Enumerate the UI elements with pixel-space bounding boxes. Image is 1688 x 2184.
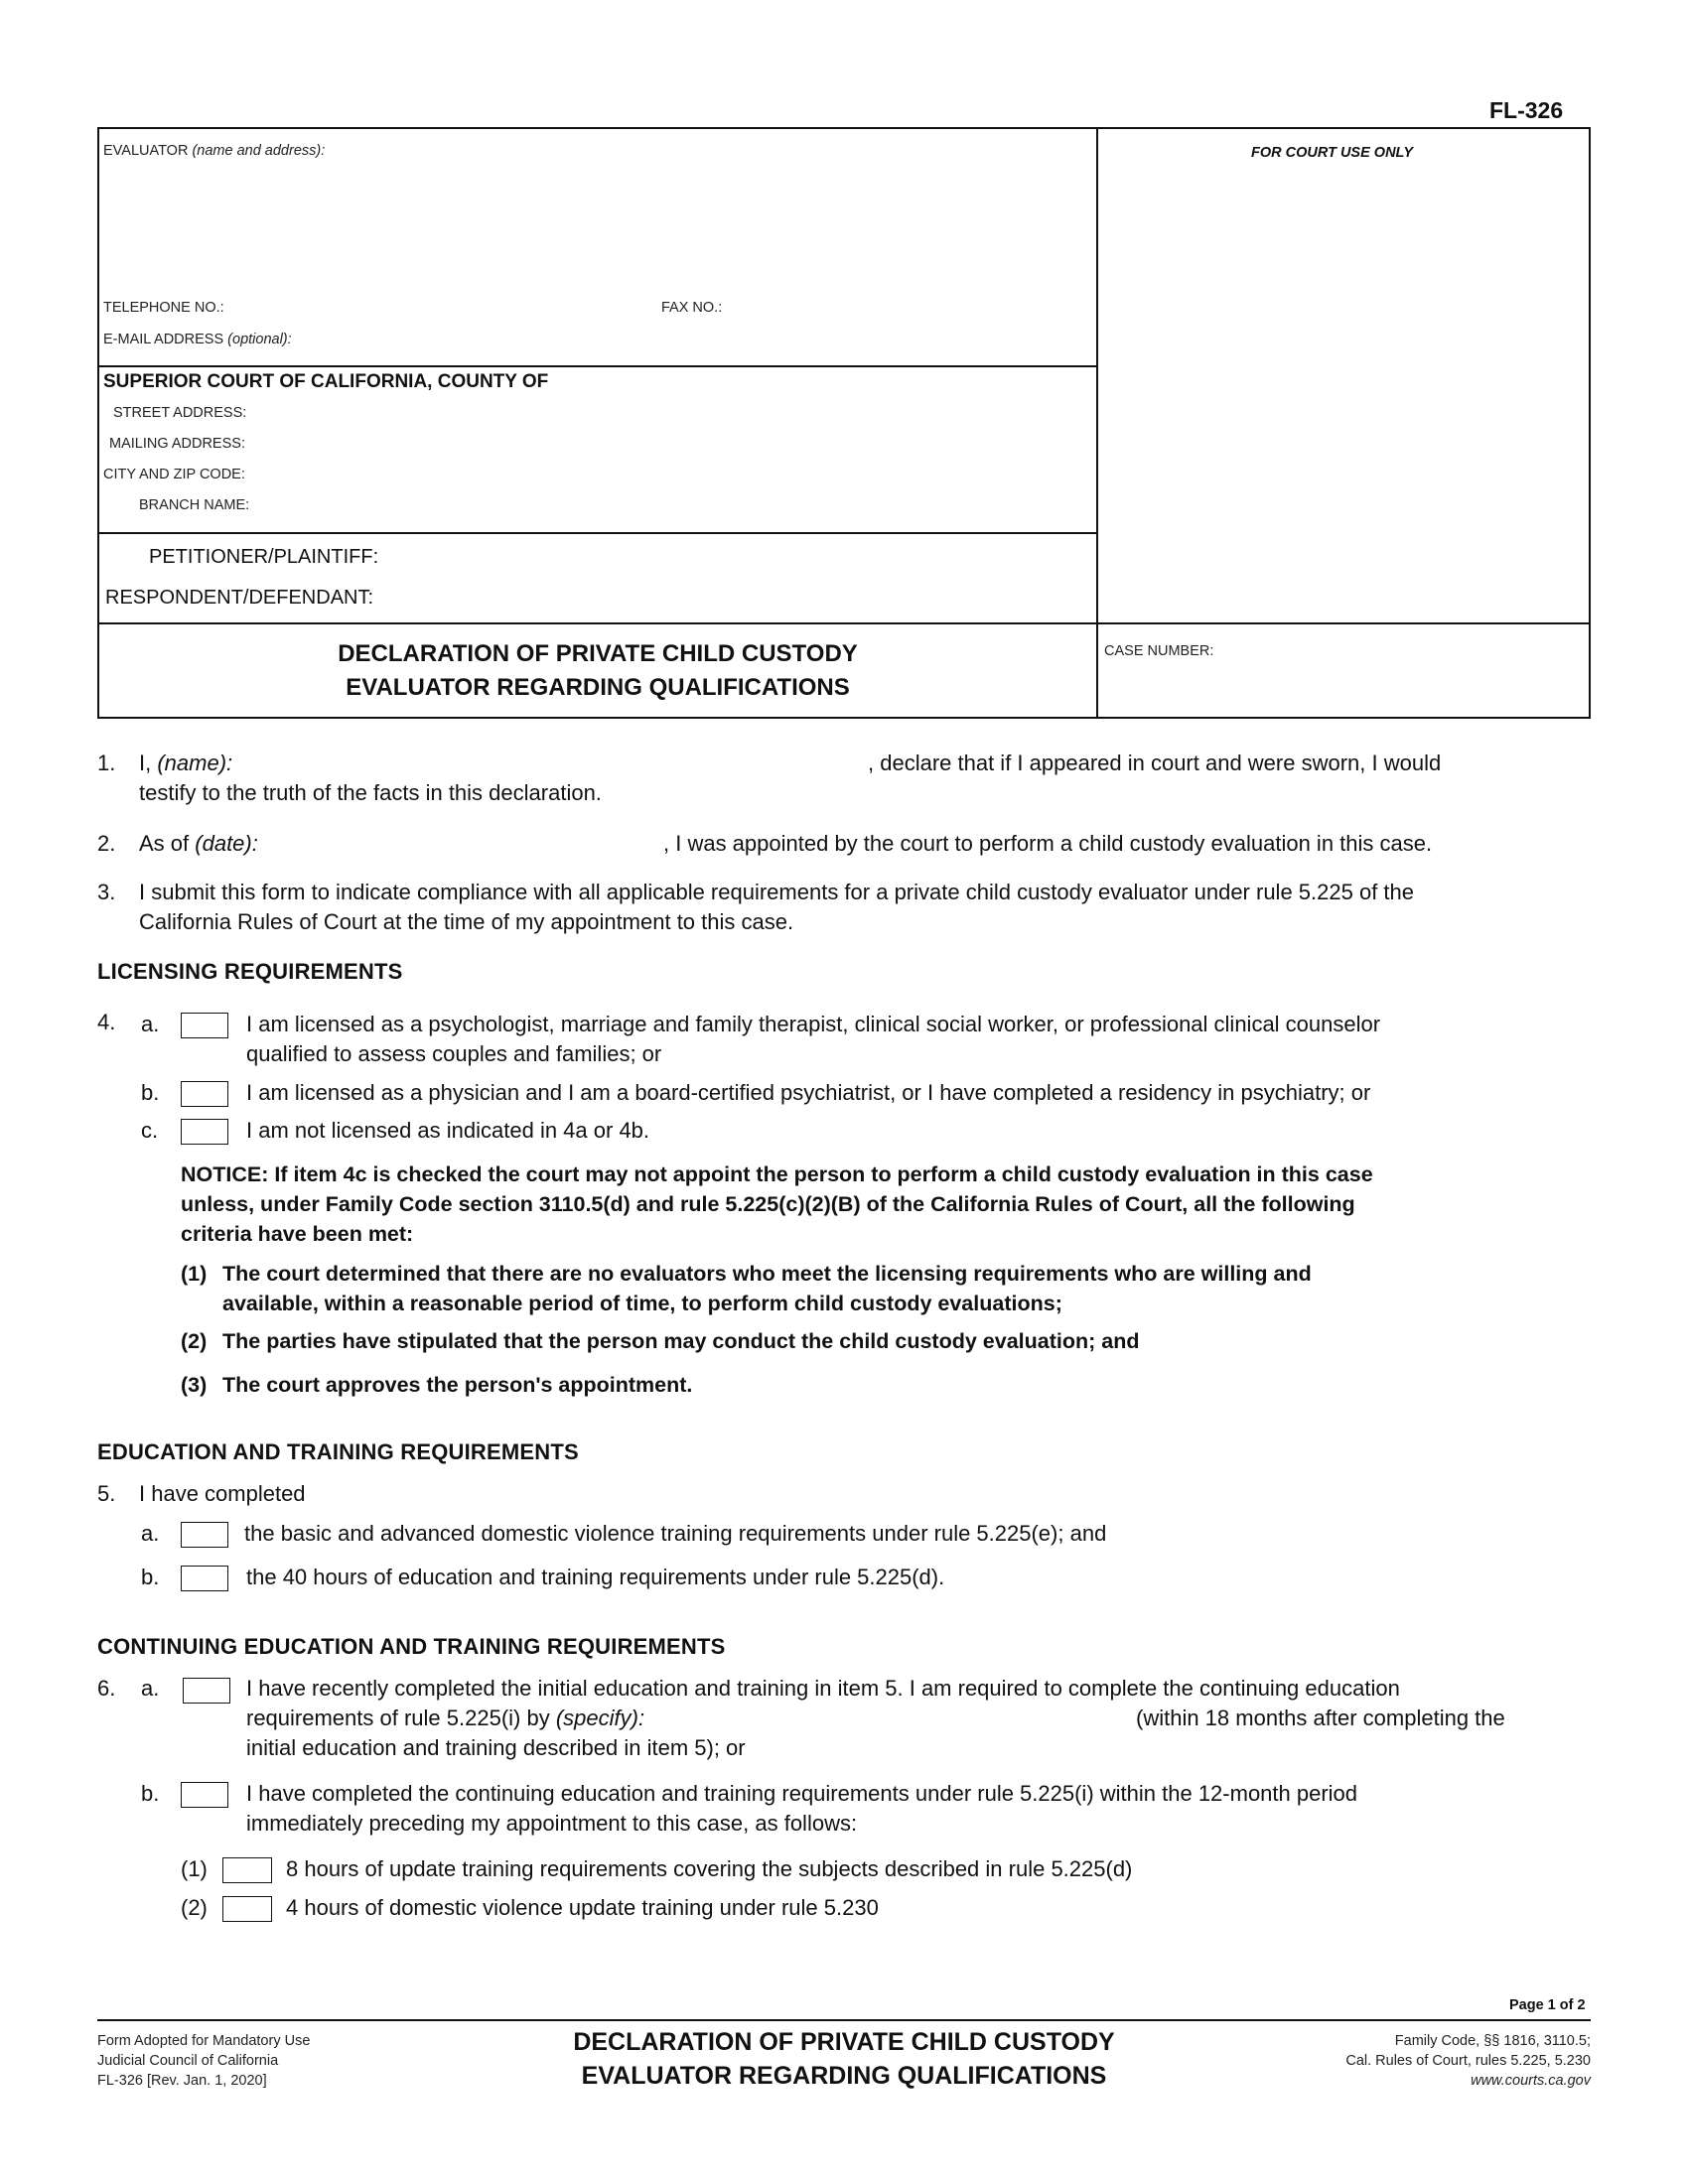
fax-label: FAX NO.: (661, 300, 723, 316)
form-number: FL-326 (1489, 97, 1564, 123)
checkbox-4c[interactable] (181, 1119, 228, 1145)
item-1-text: , declare that if I appeared in court and were sworn, I would (868, 751, 1442, 775)
item-5b-text: the 40 hours of education and training requirements under rule 5.225(d). (246, 1565, 945, 1589)
item-6a-label: a. (141, 1676, 160, 1701)
checkbox-6b[interactable] (181, 1782, 228, 1808)
evaluator-label: EVALUATOR (name and address): (103, 143, 326, 159)
footer-left: Form Adopted for Mandatory Use Judicial Council of California FL-326 [Rev. Jan. 1, 2020] (97, 2033, 311, 2089)
item-4a-text: I am licensed as a psychologist, marriage and family therapist, clinical social worker, or professional clinical counselor qualified to assess couples and families; or (246, 1012, 1381, 1066)
city-zip-label: CITY AND ZIP CODE: (103, 467, 245, 482)
checkbox-6b2[interactable] (222, 1896, 272, 1922)
page-number: Page 1 of 2 (1509, 1997, 1586, 2013)
petitioner-label: PETITIONER/PLAINTIFF: (149, 546, 379, 568)
continuing-deadline-field[interactable] (707, 1702, 1132, 1731)
criterion-2-text: The parties have stipulated that the person may conduct the child custody evaluation; and (222, 1329, 1140, 1353)
courts-website-link[interactable]: www.courts.ca.gov (1471, 2073, 1591, 2089)
item-1-label: I, (name): (139, 751, 233, 775)
telephone-field[interactable] (218, 296, 635, 320)
court-use-label: FOR COURT USE ONLY (1251, 145, 1413, 161)
criterion-1-number: (1) (181, 1262, 208, 1286)
case-number-label: CASE NUMBER: (1104, 643, 1214, 659)
checkbox-5a[interactable] (181, 1522, 228, 1548)
mailing-address-label: MAILING ADDRESS: (109, 436, 245, 452)
checkbox-4b[interactable] (181, 1081, 228, 1107)
appointment-date-field[interactable] (282, 827, 663, 857)
criterion-3-number: (3) (181, 1373, 208, 1397)
item-6b1-text: 8 hours of update training requirements covering the subjects described in rule 5.225(d) (286, 1856, 1133, 1881)
item-2-label: As of (date): (139, 831, 258, 856)
item-6-number: 6. (97, 1676, 116, 1701)
fax-field[interactable] (735, 296, 1082, 320)
branch-name-label: BRANCH NAME: (139, 497, 250, 513)
telephone-label: TELEPHONE NO.: (103, 300, 224, 316)
notice-text: NOTICE: If item 4c is checked the court may not appoint the person to perform a child custody evaluation in this case unless, under Family Code section 3110.5(d) and rule 5.225(c)(2)(B) of the California Rules of Court, all the following criteria have been met: (181, 1162, 1373, 1246)
checkbox-6a[interactable] (183, 1678, 230, 1704)
email-field[interactable] (338, 328, 1082, 351)
continuing-heading: CONTINUING EDUCATION AND TRAINING REQUIREMENTS (97, 1634, 726, 1659)
item-6b2-label: (2) (181, 1895, 208, 1920)
item-5a-text: the basic and advanced domestic violence training requirements under rule 5.225(e); and (244, 1521, 1107, 1546)
licensing-heading: LICENSING REQUIREMENTS (97, 959, 403, 984)
item-2-number: 2. (97, 831, 116, 856)
caption-box (97, 127, 1591, 719)
item-1-text-2: testify to the truth of the facts in this declaration. (139, 780, 602, 805)
respondent-label: RESPONDENT/DEFENDANT: (105, 587, 374, 609)
item-2-text: , I was appointed by the court to perform a child custody evaluation in this case. (663, 831, 1433, 856)
item-4c-label: c. (141, 1118, 159, 1143)
criterion-3-text: The court approves the person's appointment. (222, 1373, 693, 1397)
item-5-number: 5. (97, 1481, 116, 1506)
county-field[interactable] (596, 369, 1082, 395)
item-6b1-label: (1) (181, 1856, 208, 1881)
mailing-address-field[interactable] (278, 432, 1082, 456)
case-number-field[interactable] (1104, 665, 1581, 705)
declarant-name-field[interactable] (254, 747, 866, 776)
item-4c-text: I am not licensed as indicated in 4a or 4b. (246, 1118, 650, 1143)
item-1-number: 1. (97, 751, 116, 775)
criterion-2-number: (2) (181, 1329, 208, 1353)
street-address-label: STREET ADDRESS: (113, 405, 247, 421)
item-4b-label: b. (141, 1080, 160, 1105)
item-6b-text: I have completed the continuing education and training requirements under rule 5.225(i) within the 12-month period immediately preceding my appointment to this case, as follows: (246, 1781, 1358, 1836)
checkbox-5b[interactable] (181, 1566, 228, 1591)
item-4-number: 4. (97, 1010, 116, 1034)
item-4b-text: I am licensed as a physician and I am a board-certified psychiatrist, or I have completed a residency in psychiatry; or (246, 1080, 1371, 1105)
petitioner-field[interactable] (417, 542, 1082, 570)
evaluator-name-address-field[interactable] (103, 165, 1086, 304)
form-title: DECLARATION OF PRIVATE CHILD CUSTODY EVALUATOR REGARDING QUALIFICATIONS (338, 640, 858, 701)
item-3-text: I submit this form to indicate compliance with all applicable requirements for a private child custody evaluator under rule 5.225 of the California Rules of Court at the time of my appointment to this case. (139, 880, 1415, 934)
court-title: SUPERIOR COURT OF CALIFORNIA, COUNTY OF (103, 371, 549, 392)
checkbox-6b1[interactable] (222, 1857, 272, 1883)
item-5a-label: a. (141, 1521, 160, 1546)
footer-right: Family Code, §§ 1816, 3110.5; Cal. Rules of Court, rules 5.225, 5.230 www.courts.ca.gov (1192, 2031, 1591, 2091)
item-5b-label: b. (141, 1565, 160, 1589)
respondent-field[interactable] (417, 583, 1082, 611)
footer-title: DECLARATION OF PRIVATE CHILD CUSTODY EVALUATOR REGARDING QUALIFICATIONS (573, 2028, 1115, 2090)
item-4a-label: a. (141, 1012, 160, 1036)
criterion-1-text: The court determined that there are no evaluators who meet the licensing requirements who are willing and available, within a reasonable period of time, to perform child custody evaluations; (222, 1262, 1312, 1315)
street-address-field[interactable] (278, 401, 1082, 425)
item-6a-text: I have recently completed the initial education and training in item 5. I am required to complete the continuing education requirements of rule 5.225(i) by (specify): (within 18 months after completing the initial education and training described in item 5); or (246, 1676, 1505, 1760)
city-zip-field[interactable] (278, 463, 1082, 486)
item-3-number: 3. (97, 880, 116, 904)
item-6b2-text: 4 hours of domestic violence update training under rule 5.230 (286, 1895, 879, 1920)
item-5-intro: I have completed (139, 1481, 306, 1506)
item-6b-label: b. (141, 1781, 160, 1806)
email-label: E-MAIL ADDRESS (optional): (103, 332, 292, 347)
checkbox-4a[interactable] (181, 1013, 228, 1038)
education-heading: EDUCATION AND TRAINING REQUIREMENTS (97, 1439, 579, 1464)
branch-name-field[interactable] (278, 493, 1082, 517)
